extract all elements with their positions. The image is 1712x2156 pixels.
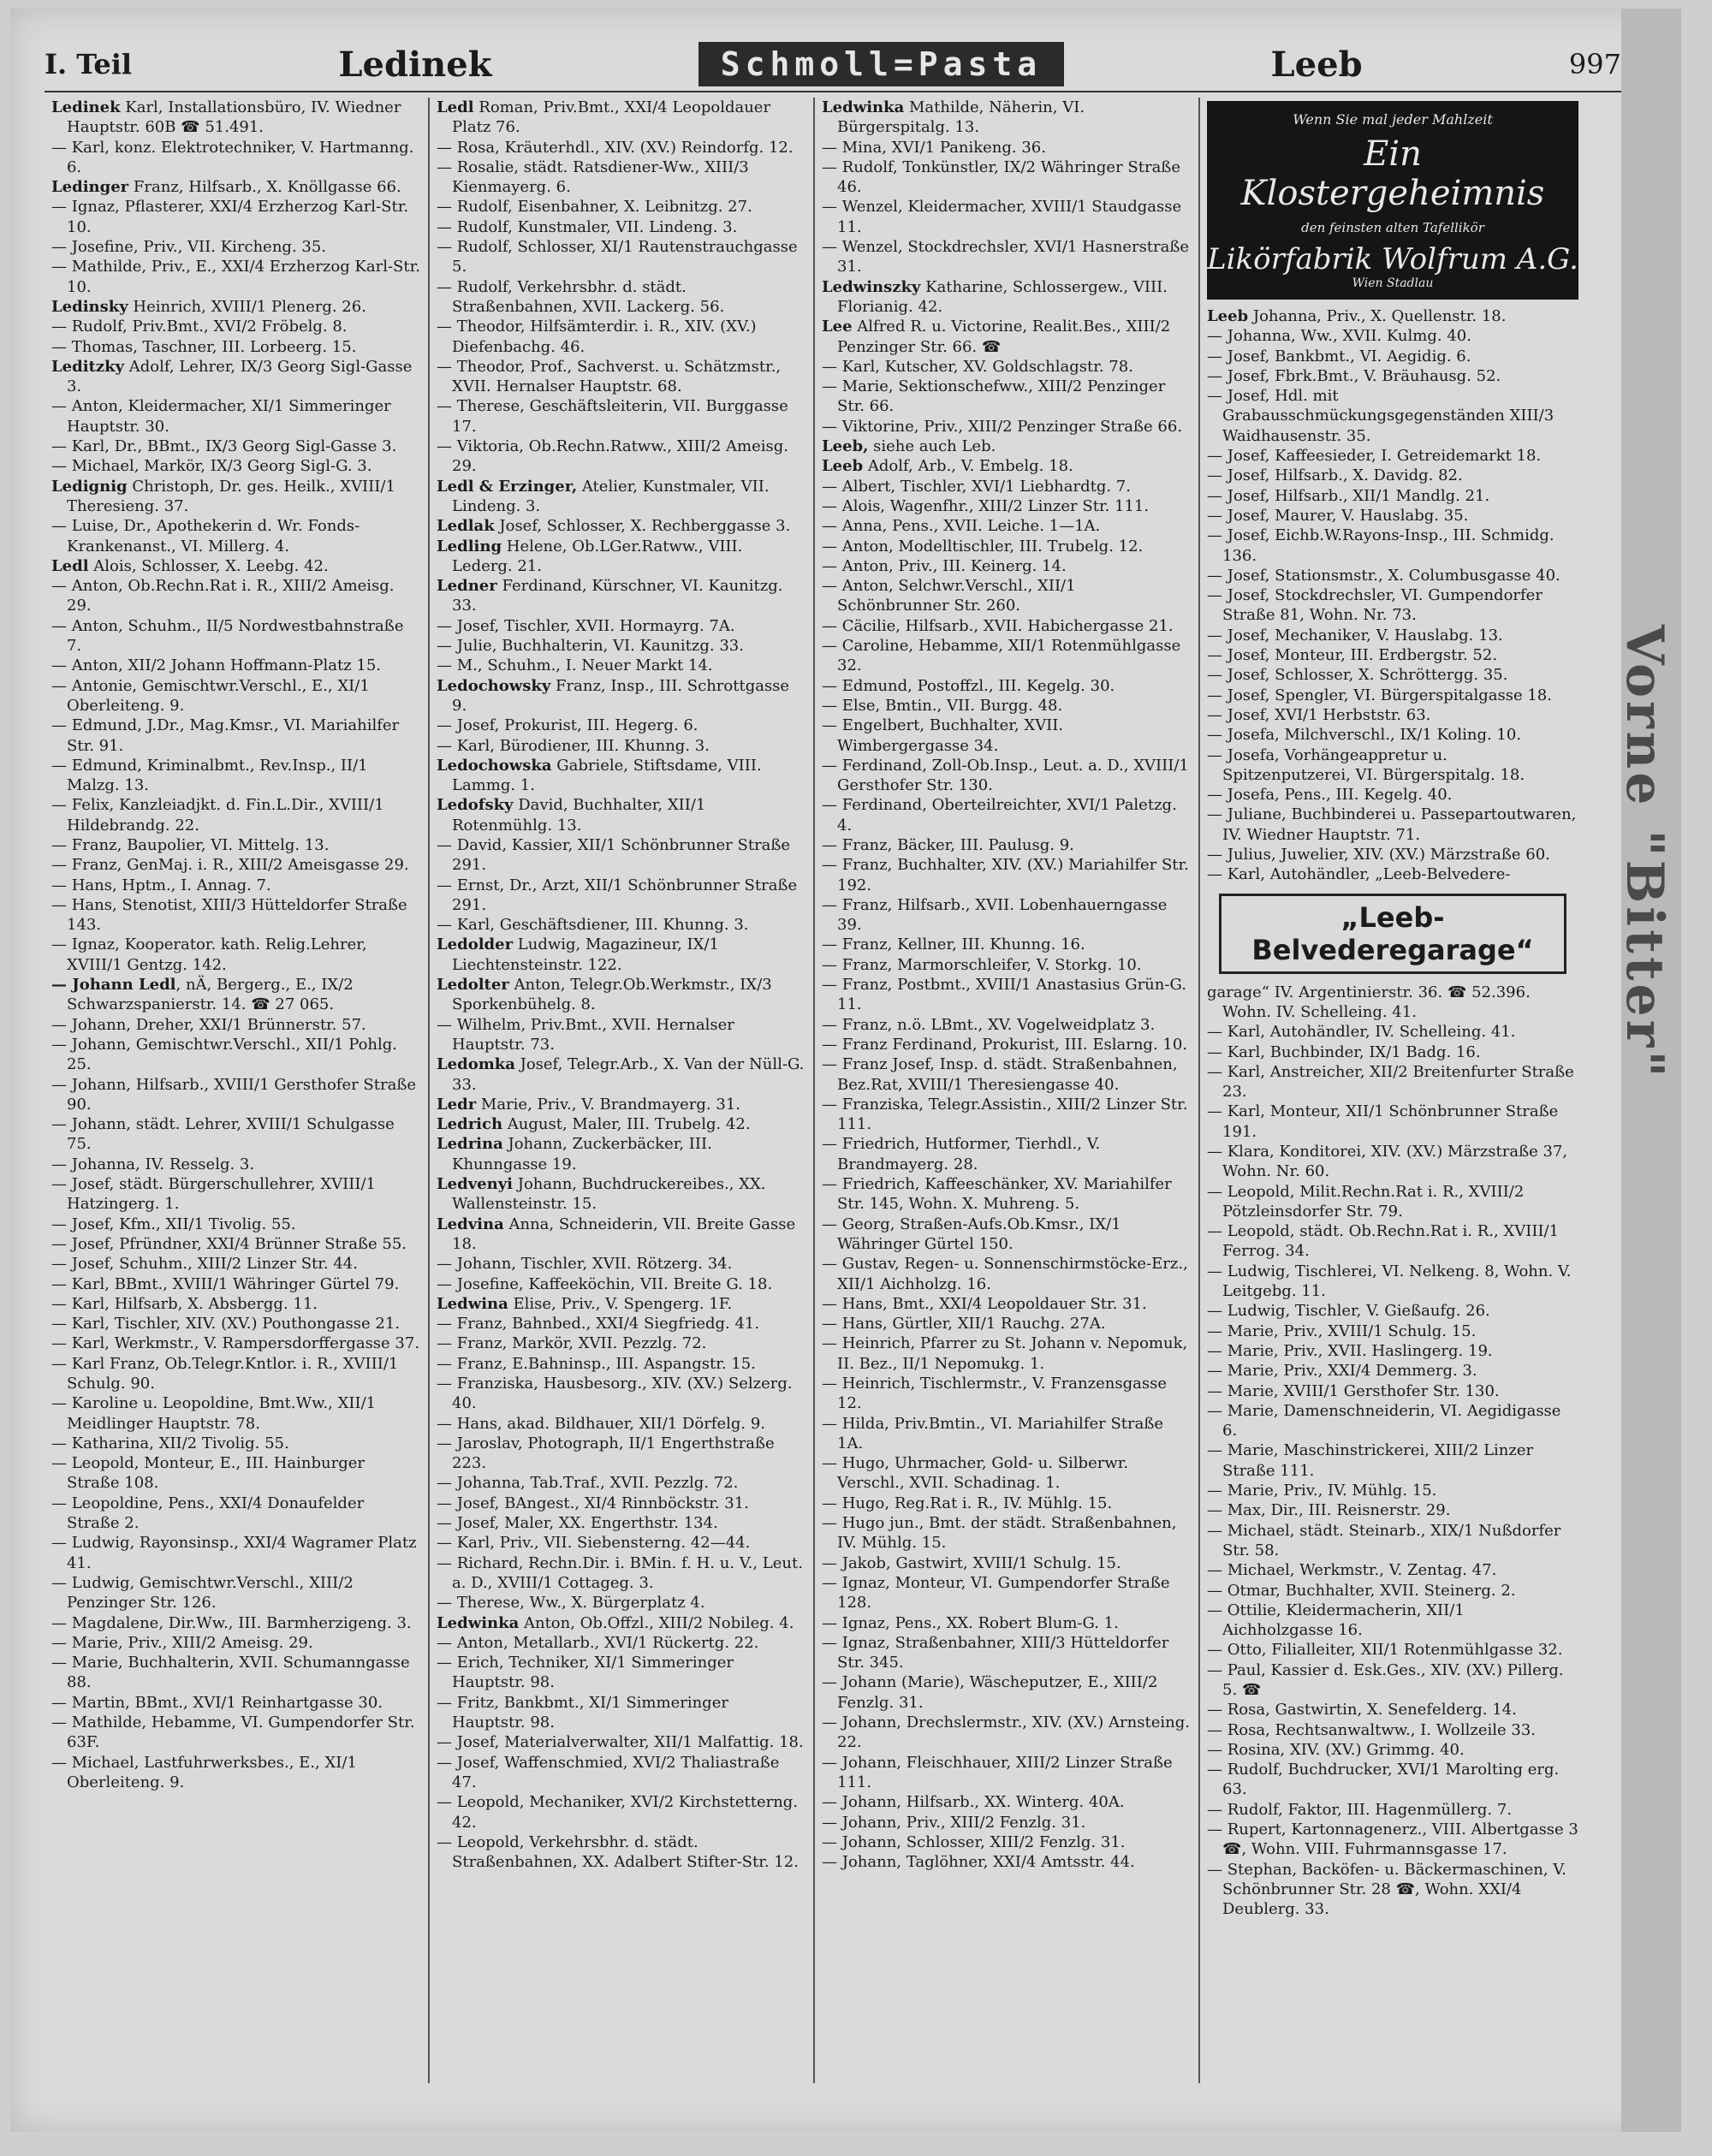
directory-entry: — Josef, Bankbmt., VI. Aegidig. 6. xyxy=(1207,347,1471,365)
directory-entry: — Karl, Dr., BBmt., IX/3 Georg Sigl-Gasse 3. xyxy=(51,437,397,456)
directory-entry: — Caroline, Hebamme, XII/1 Rotenmühlgasse 32. xyxy=(822,637,1181,675)
directory-entry: — Karl, Bürodiener, III. Khunng. 3. xyxy=(437,736,710,755)
directory-entry: — Mina, XVI/1 Panikeng. 36. xyxy=(822,138,1046,157)
page-header xyxy=(45,43,1621,86)
directory-entry: garage“ IV. Argentinierstr. 36. ☎ 52.396. Wohn. IV. Schelleing. 41. xyxy=(1207,983,1531,1021)
directory-entry: — Johann, Hilfsarb., XX. Winterg. 40A. xyxy=(822,1793,1125,1812)
entry-surname: Ledwinka xyxy=(437,1613,520,1632)
entry-surname: Ledinger xyxy=(51,178,129,197)
directory-entry: — Marie, Buchhalterin, XVII. Schumanngasse 88. xyxy=(51,1654,410,1692)
directory-entry: — Karl, Anstreicher, XII/2 Breitenfurter Straße 23. xyxy=(1207,1062,1574,1102)
liqueur-advertisement xyxy=(1207,101,1578,300)
directory-entry: — Rudolf, Priv.Bmt., XVI/2 Fröbelg. 8. xyxy=(51,318,348,336)
directory-entry: — Johann, Priv., XIII/2 Fenzlg. 31. xyxy=(822,1813,1086,1832)
directory-entry: — Franz, Marmorschleifer, V. Storkg. 10. xyxy=(822,955,1142,974)
directory-entry: — Ignaz, Monteur, VI. Gumpendorfer Straße 128. xyxy=(822,1573,1170,1613)
directory-entry: — Josef, Hilfsarb., X. Davidg. 82. xyxy=(1207,466,1463,485)
directory-entry: — Johann, Gemischtwr.Verschl., XII/1 Pohlg. 25. xyxy=(51,1035,398,1074)
directory-entry: — Albert, Tischler, XVI/1 Liebhardtg. 7. xyxy=(822,477,1131,496)
directory-entry: — Rudolf, Eisenbahner, X. Leibnitzg. 27. xyxy=(437,198,752,217)
directory-entry: — Ignaz, Straßenbahner, XIII/3 Hütteldorfer Str. 345. xyxy=(822,1633,1169,1672)
directory-entry: — Anton, Schuhm., II/5 Nordwestbahnstraße 7. xyxy=(51,616,404,656)
entry-surname: Ledwinszky xyxy=(822,277,921,296)
directory-entry: — Jakob, Gastwirt, XVIII/1 Schulg. 15. xyxy=(822,1553,1121,1572)
directory-entry: — Martin, BBmt., XVI/1 Reinhartgasse 30. xyxy=(51,1693,383,1712)
directory-entry: — Karl Franz, Ob.Telegr.Kntlor. i. R., XVIII/1 Schulg. 90. xyxy=(51,1354,399,1393)
directory-entry: — Rosa, Gastwirtin, X. Senefelderg. 14. xyxy=(1207,1701,1517,1719)
directory-entry: Ledolter Anton, Telegr.Ob.Werkmstr., IX/3 Sporkenbühelg. 8. xyxy=(437,976,772,1014)
directory-entry: — Therese, Ww., X. Bürgerplatz 4. xyxy=(437,1594,705,1613)
directory-entry: — Josef, Prokurist, III. Hegerg. 6. xyxy=(437,716,698,735)
directory-entry: — Marie, Priv., XIII/2 Ameisg. 29. xyxy=(51,1633,313,1652)
directory-entry: — Julius, Juwelier, XIV. (XV.) Märzstraße 60. xyxy=(1207,846,1550,864)
ad-line: Wenn Sie mal jeder Mahlzeit xyxy=(1293,110,1493,128)
directory-entry: — Marie, Priv., IV. Mühlg. 15. xyxy=(1207,1482,1437,1500)
directory-entry: — Felix, Kanzleiadjkt. d. Fin.L.Dir., XVIII/1 Hildebrandg. 22. xyxy=(51,796,384,834)
directory-entry: — Michael, Werkmstr., V. Zentag. 47. xyxy=(1207,1561,1497,1580)
directory-entry: — Karl, Kutscher, XV. Goldschlagstr. 78. xyxy=(822,357,1133,376)
directory-entry: — Hans, Hptm., I. Annag. 7. xyxy=(51,876,271,894)
directory-entry: — Johann, Taglöhner, XXI/4 Amtsstr. 44. xyxy=(822,1853,1135,1872)
margin-advert-text: Vorne "Bitter" xyxy=(1614,625,1674,1081)
directory-entry: — Wenzel, Kleidermacher, XVIII/1 Staudgasse 11. xyxy=(822,198,1182,236)
directory-entry: — Alois, Wagenfhr., XIII/2 Linzer Str. 111. xyxy=(822,496,1150,515)
directory-entry: — Heinrich, Pfarrer zu St. Johann v. Nepomuk, II. Bez., II/1 Nepomukg. 1. xyxy=(822,1334,1188,1373)
entry-surname: Ledl xyxy=(51,556,89,575)
directory-entry: — Josef, Kaffeesieder, I. Getreidemarkt 18. xyxy=(1207,447,1542,466)
directory-entry: — Ferdinand, Zoll-Ob.Insp., Leut. a. D., XVIII/1 Gersthofer Str. 130. xyxy=(822,756,1189,795)
directory-entry: — Johanna, IV. Resselg. 3. xyxy=(51,1155,255,1173)
directory-entry: — Anton, XII/2 Johann Hoffmann-Platz 15. xyxy=(51,656,382,675)
directory-entry: Ledochowsky Franz, Insp., III. Schrottgasse 9. xyxy=(437,676,790,715)
directory-entry: — Josef, Maurer, V. Hauslabg. 35. xyxy=(1207,506,1469,525)
directory-entry: — Josef, Maler, XX. Engerthstr. 134. xyxy=(437,1514,718,1533)
page-number: 997 xyxy=(1568,48,1621,80)
directory-entry: — Ernst, Dr., Arzt, XII/1 Schönbrunner Straße 291. xyxy=(437,876,798,914)
directory-entry: — Johanna, Tab.Traf., XVII. Pezzlg. 72. xyxy=(437,1474,739,1493)
directory-entry: — Josef, Schuhm., XIII/2 Linzer Str. 44. xyxy=(51,1255,358,1274)
directory-entry: — Josef, Kfm., XII/1 Tivolig. 55. xyxy=(51,1215,296,1233)
entry-surname: Ledvina xyxy=(437,1215,504,1233)
directory-entry: — Ferdinand, Oberteilreichter, XVI/1 Paletzg. 4. xyxy=(822,796,1177,834)
directory-entry: — Edmund, Kriminalbmt., Rev.Insp., II/1 Malzg. 13. xyxy=(51,756,368,795)
last-entry-word: Leeb xyxy=(1270,44,1363,85)
directory-entry: Ledl & Erzinger, Atelier, Kunstmaler, VII. Lindeng. 3. xyxy=(437,477,770,515)
directory-entry: — Julie, Buchhalterin, VI. Kaunitzg. 33. xyxy=(437,637,744,656)
entry-surname: Ledwina xyxy=(437,1294,508,1313)
directory-entry: — Josef, Monteur, III. Erdbergstr. 52. xyxy=(1207,646,1498,665)
entry-surname: Ledofsky xyxy=(437,796,514,815)
directory-entry: — Karl, Autohändler, „Leeb-Belvedere- xyxy=(1207,865,1511,884)
directory-entry: — Josef, Fbrk.Bmt., V. Bräuhausg. 52. xyxy=(1207,366,1501,385)
directory-entry: — Friedrich, Kaffeeschänker, XV. Mariahilfer Str. 145, Wohn. X. Muhreng. 5. xyxy=(822,1175,1172,1214)
directory-entry: — Klara, Konditorei, XIV. (XV.) Märzstraße 37, Wohn. Nr. 60. xyxy=(1207,1142,1568,1181)
directory-entry: — Leopold, Mechaniker, XVI/2 Kirchstetterng. 42. xyxy=(437,1793,799,1832)
entry-surname: Ledner xyxy=(437,577,497,596)
directory-entry: — Otmar, Buchhalter, XVII. Steinerg. 2. xyxy=(1207,1581,1516,1600)
directory-entry: — Karl, Monteur, XII/1 Schönbrunner Straße 191. xyxy=(1207,1102,1559,1141)
entry-surname: Lee xyxy=(822,318,853,336)
directory-entry: — Karl, Werkmstr., V. Rampersdorffergasse 37. xyxy=(51,1334,420,1353)
directory-entry: — Josef, städt. Bürgerschullehrer, XVIII/1 Hatzingerg. 1. xyxy=(51,1175,376,1214)
directory-entry: — Leopold, Monteur, E., III. Hainburger Straße 108. xyxy=(51,1454,366,1493)
directory-entry: — Johann, Dreher, XXI/1 Brünnerstr. 57. xyxy=(51,1015,366,1034)
entry-surname: Ledwinka xyxy=(822,98,905,116)
directory-entry: — Michael, städt. Steinarb., XIX/1 Nußdorfer Str. 58. xyxy=(1207,1521,1561,1559)
directory-entry: — Karl, Buchbinder, IX/1 Badg. 16. xyxy=(1207,1042,1481,1061)
entry-surname: Ledignig xyxy=(51,477,128,496)
directory-entry: Ledrina Johann, Zuckerbäcker, III. Khunngasse 19. xyxy=(437,1135,712,1173)
directory-entry: — Rosa, Rechtsanwaltww., I. Wollzeile 33. xyxy=(1207,1720,1537,1739)
directory-entry: — Josef, Tischler, XVII. Hormayrg. 7A. xyxy=(437,616,735,635)
directory-entry: — Marie, Damenschneiderin, VI. Aegidigasse 6. xyxy=(1207,1401,1561,1440)
directory-entry: — Ludwig, Rayonsinsp., XXI/4 Wagramer Platz 41. xyxy=(51,1534,417,1572)
directory-entry: — Anton, Metallarb., XVI/1 Rückertg. 22. xyxy=(437,1633,759,1652)
directory-entry: — Josef, Stockdrechsler, VI. Gumpendorfer Straße 81, Wohn. Nr. 73. xyxy=(1207,586,1543,625)
directory-entry: — Josefine, Kaffeeköchin, VII. Breite G. 18. xyxy=(437,1274,773,1293)
entry-surname: Ledvenyi xyxy=(437,1175,513,1194)
directory-entry: Ledvina Anna, Schneiderin, VII. Breite Gasse 18. xyxy=(437,1215,796,1253)
directory-entry: — Josef, Schlosser, X. Schröttergg. 35. xyxy=(1207,666,1508,685)
directory-entry: — Josefa, Vorhängeappretur u. Spitzenputzerei, VI. Bürgerspitalg. 18. xyxy=(1207,745,1525,784)
directory-entry: — Hugo jun., Bmt. der städt. Straßenbahnen, IV. Mühlg. 15. xyxy=(822,1514,1177,1553)
directory-entry: — Josef, Spengler, VI. Bürgerspitalgasse 18. xyxy=(1207,686,1552,704)
directory-entry: — Josef, Hilfsarb., XII/1 Mandlg. 21. xyxy=(1207,486,1490,505)
directory-entry: — Leopold, städt. Ob.Rechn.Rat i. R., XVIII/1 Ferrog. 34. xyxy=(1207,1222,1560,1261)
directory-entry: — Marie, Sektionschefww., XIII/2 Penzinger Str. 66. xyxy=(822,377,1166,416)
directory-entry: Ledlak Josef, Schlosser, X. Rechberggasse 3. xyxy=(437,517,791,536)
entry-surname: Ledlak xyxy=(437,517,495,536)
directory-entry: — Franziska, Hausbesorg., XIV. (XV.) Selzerg. 40. xyxy=(437,1375,793,1413)
entry-surname: Leditzky xyxy=(51,357,124,376)
directory-entry: — Franz, Postbmt., XVIII/1 Anastasius Grün-G. 11. xyxy=(822,976,1186,1014)
directory-entry: Ledwinka Anton, Ob.Offzl., XIII/2 Nobileg. 4. xyxy=(437,1613,794,1632)
directory-entry: — Josef, Mechaniker, V. Hauslabg. 13. xyxy=(1207,626,1503,644)
directory-entry: — Marie, Maschinstrickerei, XIII/2 Linzer Straße 111. xyxy=(1207,1441,1534,1480)
directory-entry: — Johann, städt. Lehrer, XVIII/1 Schulgasse 75. xyxy=(51,1115,395,1154)
directory-entry: Ledrich August, Maler, III. Trubelg. 42. xyxy=(437,1115,751,1134)
directory-entry: — Josef, XVI/1 Herbststr. 63. xyxy=(1207,705,1431,724)
entry-surname: Ledrina xyxy=(437,1135,503,1154)
directory-entry: — Therese, Geschäftsleiterin, VII. Burggasse 17. xyxy=(437,397,788,436)
directory-entry: — Franz, Bäcker, III. Paulusg. 9. xyxy=(822,835,1074,854)
directory-entry: — Franz, Bahnbed., XXI/4 Siegfriedg. 41. xyxy=(437,1315,760,1333)
entry-surname: Ledinsky xyxy=(51,297,128,316)
directory-entry: — Rudolf, Verkehrsbhr. d. städt. Straßenbahnen, XVII. Lackerg. 56. xyxy=(437,277,725,316)
directory-entry: — Jaroslav, Photograph, II/1 Engerthstraße 223. xyxy=(437,1434,775,1473)
entry-surname: Leeb xyxy=(822,457,864,476)
entry-surname: Ledling xyxy=(437,537,502,555)
directory-entry: Ledinsky Heinrich, XVIII/1 Plenerg. 26. xyxy=(51,297,366,316)
part-label: I. Teil xyxy=(45,48,133,80)
directory-entry: Ledl Roman, Priv.Bmt., XXI/4 Leopoldauer Platz 76. xyxy=(437,98,771,137)
ad-line: Likörfabrik Wolfrum A.G. xyxy=(1207,241,1578,276)
directory-entry: — Wenzel, Stockdrechsler, XVI/1 Hasnerstraße 31. xyxy=(822,238,1190,276)
directory-entry: — Friedrich, Hutformer, Tierhdl., V. Brandmayerg. 28. xyxy=(822,1135,1101,1173)
directory-entry: — Johann, Drechslermstr., XIV. (XV.) Arnsteing. 22. xyxy=(822,1714,1190,1752)
directory-entry: — Johanna, Ww., XVII. Kulmg. 40. xyxy=(1207,327,1471,346)
directory-entry: — Hans, Gürtler, XII/1 Rauchg. 27A. xyxy=(822,1315,1106,1333)
directory-entry: — Engelbert, Buchhalter, XVII. Wimbergergasse 34. xyxy=(822,716,1064,755)
directory-entry: — Ignaz, Pens., XX. Robert Blum-G. 1. xyxy=(822,1613,1119,1632)
directory-entry: — Michael, Markör, IX/3 Georg Sigl-G. 3. xyxy=(51,457,372,476)
directory-entry: — Johann, Schlosser, XIII/2 Fenzlg. 31. xyxy=(822,1832,1126,1851)
directory-entry: — Karl, Hilfsarb, X. Absbergg. 11. xyxy=(51,1294,318,1313)
column-2 xyxy=(430,98,815,2083)
directory-entry: Ledling Helene, Ob.LGer.Ratww., VIII. Lederg. 21. xyxy=(437,537,743,575)
directory-entry: — Katharina, XII/2 Tivolig. 55. xyxy=(51,1434,289,1452)
directory-entry: — Anna, Pens., XVII. Leiche. 1—1A. xyxy=(822,517,1101,536)
directory-entry: — Hilda, Priv.Bmtin., VI. Mariahilfer Straße 1A. xyxy=(822,1414,1164,1452)
directory-entry: — Josef, Eichb.W.Rayons-Insp., III. Schmidg. 136. xyxy=(1207,526,1554,565)
directory-entry: Ledomka Josef, Telegr.Arb., X. Van der Nüll-G. 33. xyxy=(437,1055,805,1094)
directory-entry: — Magdalene, Dir.Ww., III. Barmherzigeng. 3. xyxy=(51,1613,412,1632)
directory-entry: — Theodor, Hilfsämterdir. i. R., XIV. (XV.) Diefenbachg. 46. xyxy=(437,318,757,356)
directory-entry: — Josef, Hdl. mit Grabausschmückungsgegenständen XIII/3 Waidhausenstr. 35. xyxy=(1207,387,1554,445)
directory-entry: — Josef, Materialverwalter, XII/1 Malfattig. 18. xyxy=(437,1733,804,1752)
directory-entry: — Ludwig, Tischler, V. Gießaufg. 26. xyxy=(1207,1302,1490,1321)
directory-entry: — Karl, konz. Elektrotechniker, V. Hartmanng. 6. xyxy=(51,138,414,176)
directory-entry: — Franz, Hilfsarb., XVII. Lobenhauerngasse 39. xyxy=(822,895,1168,935)
directory-entry: — Fritz, Bankbmt., XI/1 Simmeringer Hauptstr. 98. xyxy=(437,1693,728,1732)
directory-entry: — Josefa, Pens., III. Kegelg. 40. xyxy=(1207,786,1453,805)
directory-entry: Ledwina Elise, Priv., V. Spengerg. 1F. xyxy=(437,1294,733,1313)
directory-entry: — Johann (Marie), Wäscheputzer, E., XIII/2 Fenzlg. 31. xyxy=(822,1673,1158,1712)
directory-entry: — Anton, Ob.Rechn.Rat i. R., XIII/2 Ameisg. 29. xyxy=(51,577,395,615)
directory-entry: — Karl, Tischler, XIV. (XV.) Pouthongasse 21. xyxy=(51,1315,401,1333)
entry-surname: Ledolter xyxy=(437,976,509,995)
directory-entry: — Ludwig, Tischlerei, VI. Nelkeng. 8, Wohn. V. Leitgebg. 11. xyxy=(1207,1262,1572,1301)
directory-entry: — Edmund, Postoffzl., III. Kegelg. 30. xyxy=(822,676,1115,695)
directory-entry: Ledochowska Gabriele, Stiftsdame, VIII. Lammg. 1. xyxy=(437,756,762,795)
directory-entry: — Viktoria, Ob.Rechn.Ratww., XIII/2 Ameisg. 29. xyxy=(437,437,788,476)
directory-entry: — Josefine, Priv., VII. Kircheng. 35. xyxy=(51,238,327,257)
column-1 xyxy=(45,98,430,2083)
directory-entry: Ledvenyi Johann, Buchdruckereibes., XX. Wallensteinstr. 15. xyxy=(437,1175,766,1214)
entry-surname: Ledr xyxy=(437,1095,477,1114)
directory-entry: — Anton, Selchwr.Verschl., XII/1 Schönbrunner Str. 260. xyxy=(822,577,1076,615)
publisher-banner: Schmoll=Pasta xyxy=(698,42,1064,86)
directory-entry: Ledr Marie, Priv., V. Brandmayerg. 31. xyxy=(437,1095,740,1114)
column-3 xyxy=(815,98,1200,2083)
directory-entry: — Anton, Kleidermacher, XI/1 Simmeringer Hauptstr. 30. xyxy=(51,397,391,436)
directory-entry: — Marie, Priv., XVIII/1 Schulg. 15. xyxy=(1207,1322,1477,1340)
directory-entry: — Edmund, J.Dr., Mag.Kmsr., VI. Mariahilfer Str. 91. xyxy=(51,716,400,755)
directory-entry: — Ottilie, Kleidermacherin, XII/1 Aichholzgasse 16. xyxy=(1207,1601,1465,1640)
directory-entry: — Franz Ferdinand, Prokurist, III. Eslarng. 10. xyxy=(822,1035,1188,1054)
directory-entry: — Thomas, Taschner, III. Lorbeerg. 15. xyxy=(51,337,357,356)
directory-entry: Ledinek Karl, Installationsbüro, IV. Wiedner Hauptstr. 60B ☎ 51.491. xyxy=(51,98,401,137)
directory-entry: — Marie, Priv., XVII. Haslingerg. 19. xyxy=(1207,1341,1493,1360)
directory-entry: — Marie, XVIII/1 Gersthofer Str. 130. xyxy=(1207,1381,1500,1400)
directory-entry: — Mathilde, Hebamme, VI. Gumpendorfer Str. 63F. xyxy=(51,1714,415,1752)
directory-entry: — Rosa, Kräuterhdl., XIV. (XV.) Reindorfg. 12. xyxy=(437,138,794,157)
binding-margin xyxy=(1614,9,1681,2132)
entry-surname: Ledolder xyxy=(437,935,514,954)
directory-entry: — Johann Ledl, nÄ, Bergerg., E., IX/2 Schwarzspanierstr. 14. ☎ 27 065. xyxy=(51,976,354,1014)
entry-surname: Ledinek xyxy=(51,98,121,116)
directory-entry: Leditzky Adolf, Lehrer, IX/3 Georg Sigl-Gasse 3. xyxy=(51,357,413,396)
directory-entry: — Hans, Stenotist, XIII/3 Hütteldorfer Straße 143. xyxy=(51,895,407,935)
directory-entry: Leeb Adolf, Arb., V. Embelg. 18. xyxy=(822,457,1073,476)
column-4 xyxy=(1200,98,1585,2083)
directory-entry: — Ludwig, Gemischtwr.Verschl., XIII/2 Penzinger Str. 126. xyxy=(51,1573,354,1613)
directory-entry: — Karl, BBmt., XVIII/1 Währinger Gürtel 79. xyxy=(51,1274,400,1293)
directory-entry: — Wilhelm, Priv.Bmt., XVII. Hernalser Hauptstr. 73. xyxy=(437,1015,734,1054)
directory-entry: — Karl, Autohändler, IV. Schelleing. 41. xyxy=(1207,1023,1516,1042)
directory-entry: — Else, Bmtin., VII. Burgg. 48. xyxy=(822,696,1063,715)
directory-entry: — Anton, Modelltischler, III. Trubelg. 12. xyxy=(822,537,1144,555)
directory-entry: — Georg, Straßen-Aufs.Ob.Kmsr., IX/1 Währinger Gürtel 150. xyxy=(822,1215,1121,1253)
directory-entry: — M., Schuhm., I. Neuer Markt 14. xyxy=(437,656,713,675)
directory-entry: — Ignaz, Kooperator. kath. Relig.Lehrer, XVIII/1 Gentzg. 142. xyxy=(51,935,367,974)
directory-entry: Ledolder Ludwig, Magazineur, IX/1 Liechtensteinstr. 122. xyxy=(437,935,719,974)
directory-entry: — Rudolf, Buchdrucker, XVI/1 Marolting erg. 63. xyxy=(1207,1761,1560,1799)
directory-entry: — Franz, E.Bahninsp., III. Aspangstr. 15. xyxy=(437,1354,756,1373)
directory-entry: Ledwinszky Katharine, Schlossergew., VIII. Florianig. 42. xyxy=(822,277,1168,316)
directory-entry: — Franziska, Telegr.Assistin., XIII/2 Linzer Str. 111. xyxy=(822,1095,1188,1134)
directory-entry: — Michael, Lastfuhrwerksbes., E., XI/1 Oberleiteng. 9. xyxy=(51,1753,357,1791)
directory-entry: — Karoline u. Leopoldine, Bmt.Ww., XII/1 Meidlinger Hauptstr. 78. xyxy=(51,1394,377,1433)
directory-entry: — Franz, Markör, XVII. Pezzlg. 72. xyxy=(437,1334,707,1353)
directory-entry: — Anton, Priv., III. Keinerg. 14. xyxy=(822,556,1067,575)
directory-entry: — Viktorine, Priv., XIII/2 Penzinger Straße 66. xyxy=(822,417,1183,436)
columns xyxy=(45,98,1585,2083)
entry-surname: Leeb, xyxy=(822,437,869,456)
directory-entry: — Paul, Kassier d. Esk.Ges., XIV. (XV.) Pillerg. 5. ☎ xyxy=(1207,1660,1564,1699)
directory-entry: — Erich, Techniker, XI/1 Simmeringer Hauptstr. 98. xyxy=(437,1654,734,1692)
directory-entry: — Johann, Hilfsarb., XVIII/1 Gersthofer Straße 90. xyxy=(51,1075,416,1114)
directory-page xyxy=(10,9,1681,2132)
directory-entry: — Ignaz, Pflasterer, XXI/4 Erzherzog Karl-Str. 10. xyxy=(51,198,409,236)
directory-entry: Ledl Alois, Schlosser, X. Leebg. 42. xyxy=(51,556,329,575)
directory-entry: — Karl, Geschäftsdiener, III. Khunng. 3. xyxy=(437,916,749,935)
directory-entry: — Theodor, Prof., Sachverst. u. Schätzmstr., XVII. Hernalser Hauptstr. 68. xyxy=(437,357,782,396)
directory-entry: — Rudolf, Schlosser, XI/1 Rautenstrauchgasse 5. xyxy=(437,238,798,276)
directory-entry: — Franz Josef, Insp. d. städt. Straßenbahnen, Bez.Rat, XVIII/1 Theresiengasse 40. xyxy=(822,1055,1178,1094)
directory-entry: Ledofsky David, Buchhalter, XII/1 Rotenmühlg. 13. xyxy=(437,796,706,834)
directory-entry: — Hans, akad. Bildhauer, XII/1 Dörfelg. 9. xyxy=(437,1414,766,1433)
entry-surname: Ledrich xyxy=(437,1115,503,1134)
directory-entry: — Max, Dir., III. Reisnerstr. 29. xyxy=(1207,1501,1451,1520)
directory-entry: — Rupert, Kartonnagenerz., VIII. Albertgasse 3 ☎, Wohn. VIII. Fuhrmannsgasse 17. xyxy=(1207,1820,1578,1859)
ad-line: den feinsten alten Tafellikör xyxy=(1301,219,1484,235)
directory-entry: — Josef, Stationsmstr., X. Columbusgasse 40. xyxy=(1207,566,1560,585)
directory-entry: Leeb Johanna, Priv., X. Quellenstr. 18. xyxy=(1207,307,1507,325)
directory-entry: Lee Alfred R. u. Victorine, Realit.Bes., XIII/2 Penzinger Str. 66. ☎ xyxy=(822,318,1171,356)
directory-entry: — Franz, Baupolier, VI. Mittelg. 13. xyxy=(51,835,330,854)
directory-entry: Ledignig Christoph, Dr. ges. Heilk., XVIII/1 Theresieng. 37. xyxy=(51,477,395,515)
directory-entry: — Hans, Bmt., XXI/4 Leopoldauer Str. 31. xyxy=(822,1294,1147,1313)
directory-entry: — Otto, Filialleiter, XII/1 Rotenmühlgasse 32. xyxy=(1207,1641,1563,1660)
directory-entry: — Gustav, Regen- u. Sonnenschirmstöcke-Erz., XII/1 Aichholzg. 16. xyxy=(822,1255,1188,1293)
entry-surname: Ledochowska xyxy=(437,756,552,775)
directory-entry: — Rudolf, Faktor, III. Hagenmüllerg. 7. xyxy=(1207,1800,1513,1819)
entry-surname: Leeb xyxy=(1207,307,1249,325)
directory-entry: Ledwinka Mathilde, Näherin, VI. Bürgerspitalg. 13. xyxy=(822,98,1085,137)
directory-entry: Ledner Ferdinand, Kürschner, VI. Kaunitzg. 33. xyxy=(437,577,783,615)
directory-entry: — Josef, BAngest., XI/4 Rinnböckstr. 31. xyxy=(437,1494,749,1512)
directory-entry: — Josef, Pfründner, XXI/4 Brünner Straße 55. xyxy=(51,1234,407,1253)
ad-line: Ein Klostergeheimnis xyxy=(1240,134,1545,213)
directory-entry: — Mathilde, Priv., E., XXI/4 Erzherzog Karl-Str. 10. xyxy=(51,258,420,296)
directory-entry: — Stephan, Backöfen- u. Bäckermaschinen, V. Schönbrunner Str. 28 ☎, Wohn. XXI/4 Deublerg. 33. xyxy=(1207,1860,1566,1919)
entry-surname: Ledl & Erzinger, xyxy=(437,477,578,496)
directory-entry: — Hugo, Reg.Rat i. R., IV. Mühlg. 15. xyxy=(822,1494,1113,1512)
directory-entry: — Hugo, Uhrmacher, Gold- u. Silberwr. Verschl., XVII. Schadinag. 1. xyxy=(822,1454,1129,1493)
directory-entry: — Josefa, Milchverschl., IX/1 Koling. 10. xyxy=(1207,726,1522,745)
directory-entry: Ledinger Franz, Hilfsarb., X. Knöllgasse 66. xyxy=(51,178,401,197)
garage-advertisement: „Leeb-Belvederegarage“ xyxy=(1219,894,1566,974)
ad-line: Wien Stadlau xyxy=(1352,276,1434,290)
header-rule xyxy=(45,91,1621,92)
directory-entry: — Franz, Buchhalter, XIV. (XV.) Mariahilfer Str. 192. xyxy=(822,856,1189,894)
directory-entry: — Karl, Priv., VII. Siebensterng. 42—44. xyxy=(437,1534,751,1553)
directory-entry: — Luise, Dr., Apothekerin d. Wr. Fonds-Krankenanst., VI. Millerg. 4. xyxy=(51,517,360,555)
directory-entry: — Johann, Fleischhauer, XIII/2 Linzer Straße 111. xyxy=(822,1753,1173,1791)
directory-entry: — Heinrich, Tischlermstr., V. Franzensgasse 12. xyxy=(822,1375,1167,1413)
directory-entry: — Rudolf, Kunstmaler, VII. Lindeng. 3. xyxy=(437,217,738,236)
directory-entry: — Franz, n.ö. LBmt., XV. Vogelweidplatz 3. xyxy=(822,1015,1156,1034)
directory-entry: — Leopold, Verkehrsbhr. d. städt. Straßenbahnen, XX. Adalbert Stifter-Str. 12. xyxy=(437,1832,799,1872)
directory-entry: — Rudolf, Tonkünstler, IX/2 Währinger Straße 46. xyxy=(822,157,1180,197)
directory-entry: — Josef, Waffenschmied, XVI/2 Thaliastraße 47. xyxy=(437,1753,780,1791)
directory-entry: — Rosina, XIV. (XV.) Grimmg. 40. xyxy=(1207,1740,1465,1759)
entry-surname: Ledl xyxy=(437,98,474,116)
first-entry-word: Ledinek xyxy=(338,44,492,85)
directory-entry: — Leopold, Milit.Rechn.Rat i. R., XVIII/2 Pötzleinsdorfer Str. 79. xyxy=(1207,1182,1525,1221)
directory-entry: — Antonie, Gemischtwr.Verschl., E., XI/1 Oberleiteng. 9. xyxy=(51,676,370,715)
directory-entry: — Marie, Priv., XXI/4 Demmerg. 3. xyxy=(1207,1362,1477,1381)
directory-entry: — Rosalie, städt. Ratsdiener-Ww., XIII/3 Kienmayerg. 6. xyxy=(437,157,749,197)
directory-entry: — Cäcilie, Hilfsarb., XVII. Habichergasse 21. xyxy=(822,616,1174,635)
entry-surname: — Johann Ledl xyxy=(51,976,176,995)
directory-entry: — Franz, GenMaj. i. R., XIII/2 Ameisgasse 29. xyxy=(51,856,409,875)
entry-surname: Ledochowsky xyxy=(437,676,551,695)
directory-entry: Leeb, siehe auch Leb. xyxy=(822,437,996,456)
directory-entry: — Juliane, Buchbinderei u. Passepartoutwaren, IV. Wiedner Hauptstr. 71. xyxy=(1207,805,1577,844)
directory-entry: — Richard, Rechn.Dir. i. BMin. f. H. u. V., Leut. a. D., XVIII/1 Cottageg. 3. xyxy=(437,1553,803,1592)
entry-surname: Ledomka xyxy=(437,1055,515,1074)
directory-entry: — Johann, Tischler, XVII. Rötzerg. 34. xyxy=(437,1255,733,1274)
directory-entry: — Franz, Kellner, III. Khunng. 16. xyxy=(822,935,1085,954)
directory-entry: — David, Kassier, XII/1 Schönbrunner Straße 291. xyxy=(437,835,791,875)
directory-entry: — Leopoldine, Pens., XXI/4 Donaufelder Straße 2. xyxy=(51,1494,365,1533)
